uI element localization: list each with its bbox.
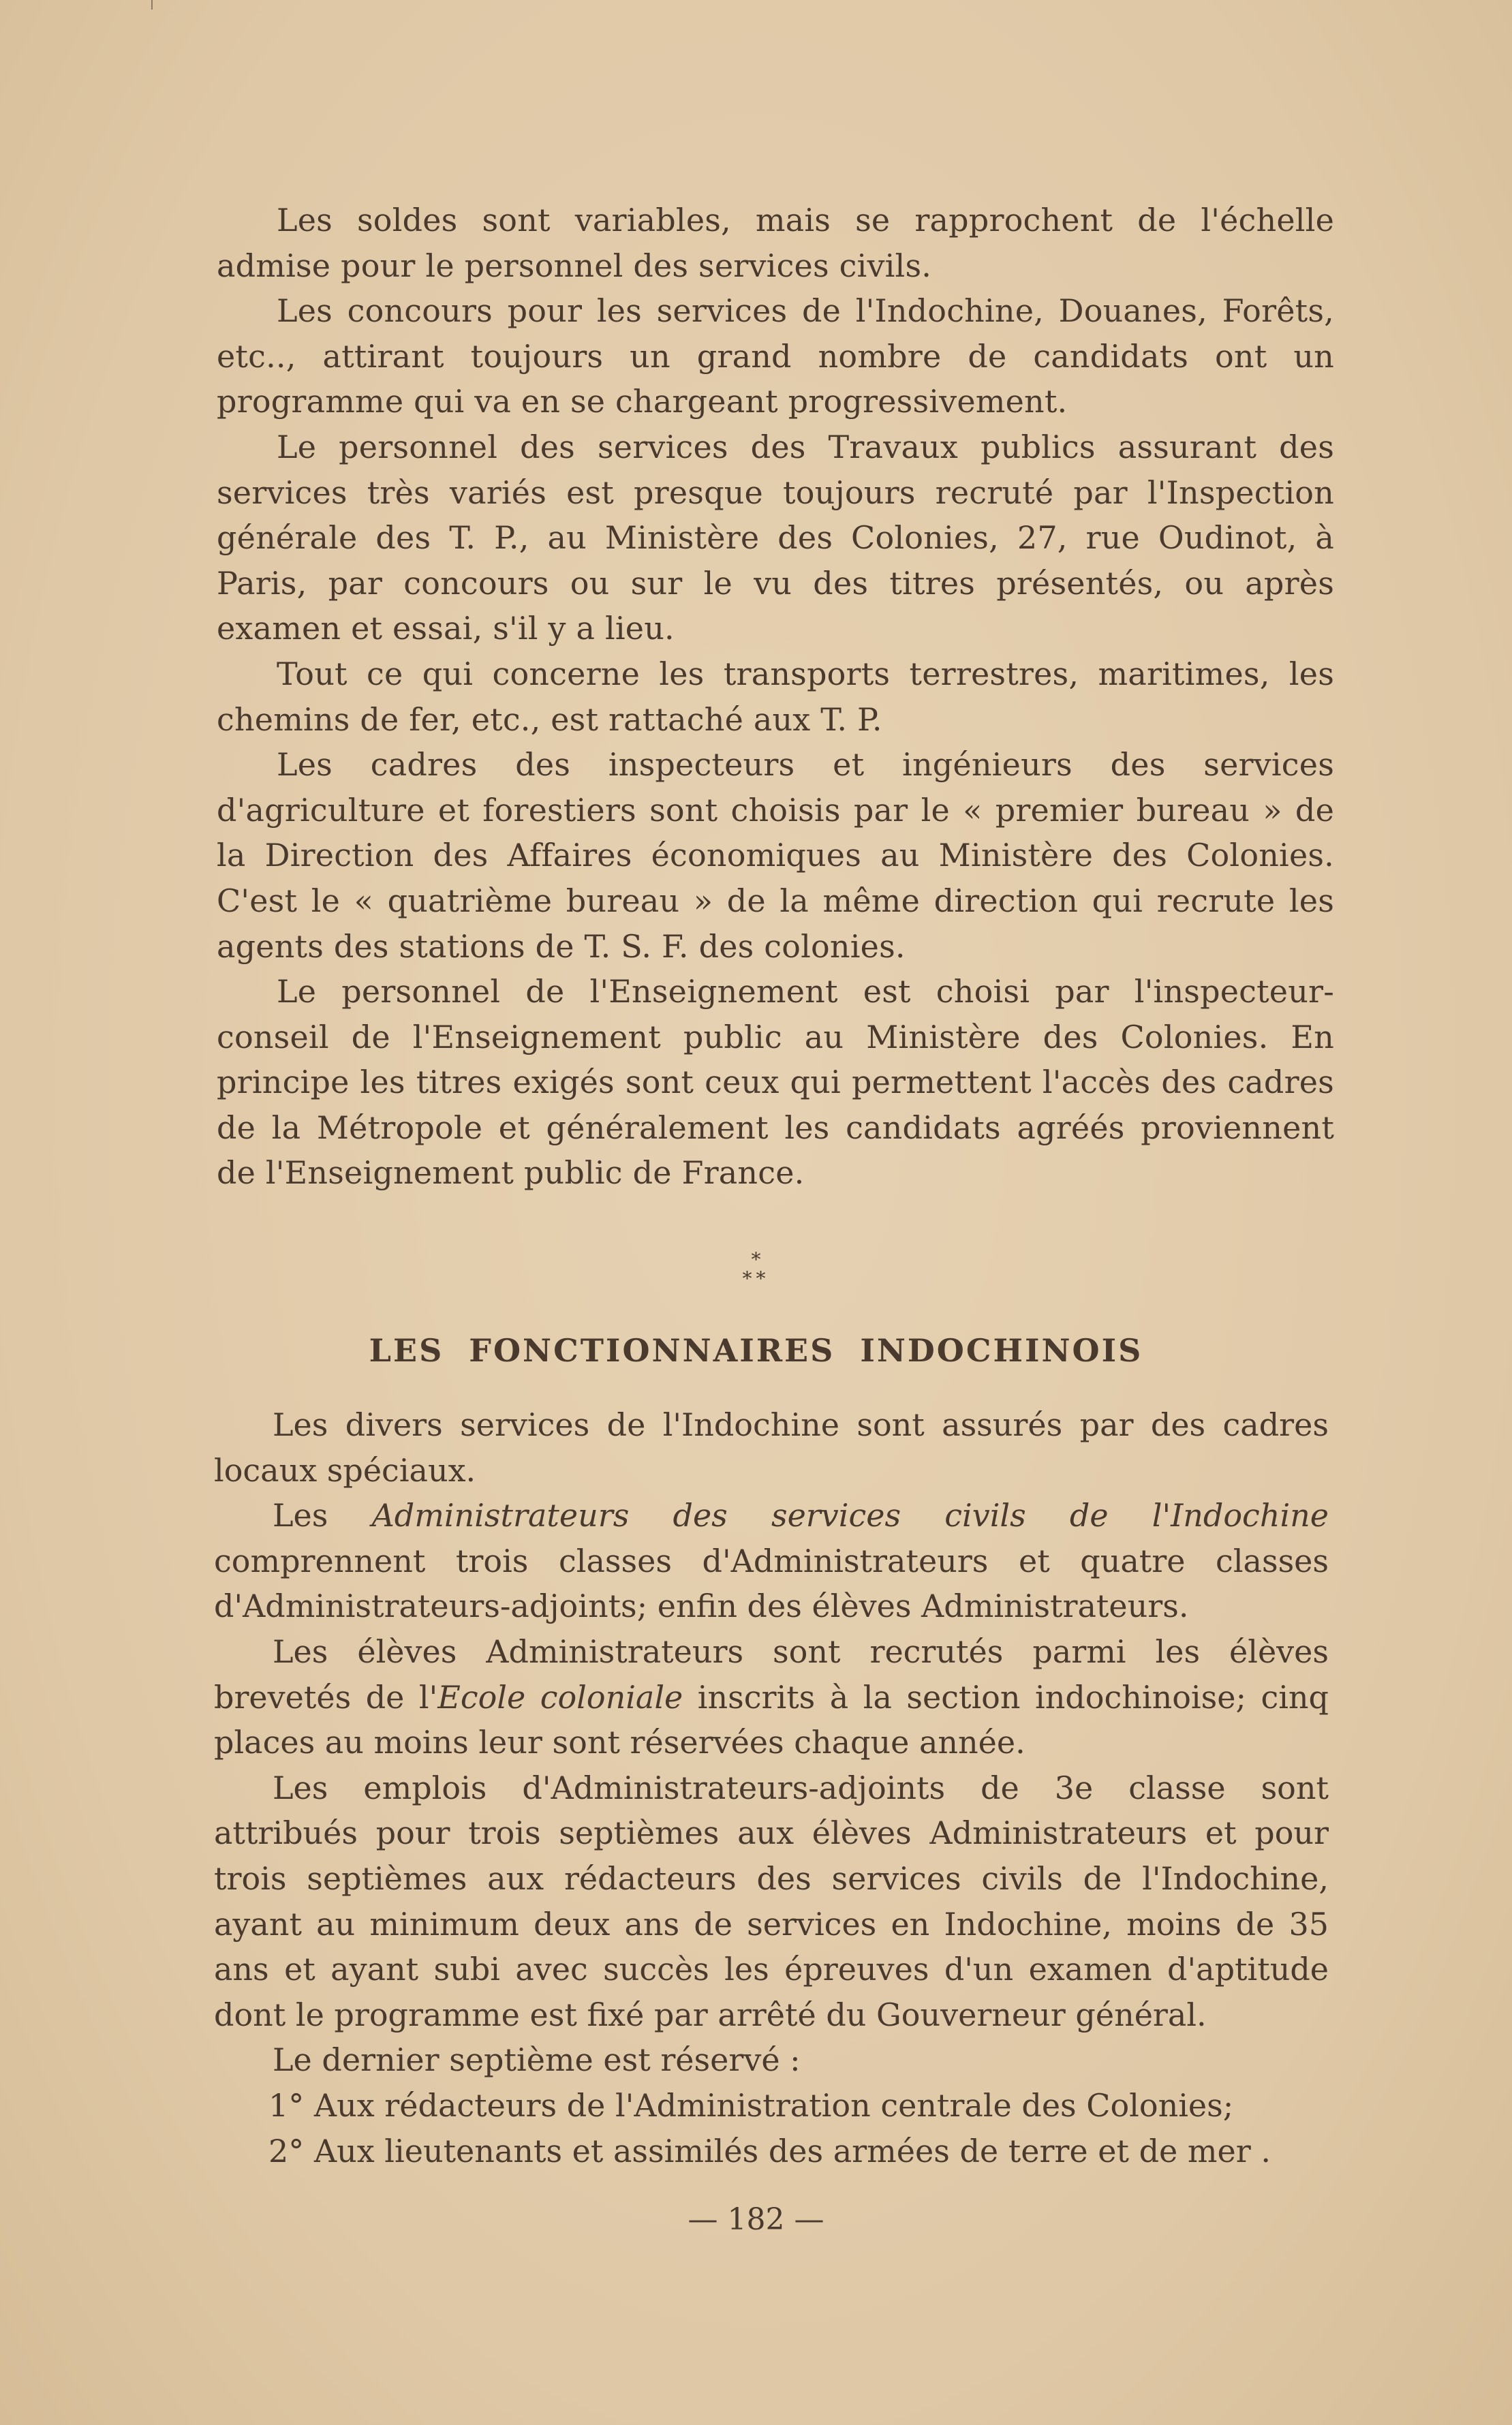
p3-rest: inscrits à la section indochinoise; cinq places au moins leur sont réservées chaque année. [214, 1678, 1329, 1761]
paragraph-emplois: Les emplois d'Administrateurs-adjoints de 3e classe sont attribués pour trois septièmes aux élèves Administrateurs et pour trois septièmes aux rédacteurs des services civils de l'Indochine, ayant au minimum deux ans de services en Indochine, moins de 35 ans et ayant subi avec succès les épreuves d'un examen d'aptitude dont le programme est fixé par arrêté du Gouverneur général. [214, 1769, 1329, 2033]
section-body [214, 1402, 1329, 2174]
paragraph-administrateurs [214, 1493, 1329, 1629]
list-item: 2° Aux lieutenants et assimilés des armées de terre et de mer . [268, 2132, 1271, 2169]
paragraph-travaux-publics: Le personnel des services des Travaux publics assurant des services très variés est presque toujours recruté par l'Inspection générale des T. P., au Ministère des Colonies, 27, rue Oudinot, à Paris, par concours ou sur le vu des titres présentés, ou après examen et essai, s'il y a lieu. [217, 428, 1334, 647]
page-body [217, 198, 1334, 1196]
asterism-separator [0, 1250, 1512, 1288]
asterism-top: * [751, 1248, 761, 1271]
p3-lead: Les élèves Administrateurs sont recrutés parmi les élèves brevetés de l' [214, 1633, 1329, 1716]
section-title: LES FONCTIONNAIRES INDOCHINOIS [369, 1332, 1143, 1369]
p2-rest: comprennent trois classes d'Administrateurs et quatre classes d'Administrateurs-adjoints; enfin des élèves Administrateurs. [214, 1542, 1329, 1625]
paragraph-enseignement: Le personnel de l'Enseignement est choisi par l'inspecteur-conseil de l'Enseignement public au Ministère des Colonies. En principe les titres exigés sont ceux qui permettent l'accès des cadres de la Métropole et généralement les candidats agréés proviennent de l'Enseignement public de France. [217, 973, 1334, 1192]
paragraph-eleves [214, 1629, 1329, 1765]
p2-italic: Administrateurs des services civils de l'Indochine [371, 1497, 1329, 1534]
paragraph-services-locaux: Les divers services de l'Indochine sont assurés par des cadres locaux spéciaux. [214, 1406, 1329, 1489]
p2-lead: Les [273, 1497, 372, 1534]
paragraph-dernier-septieme: Le dernier septième est réservé : [273, 2041, 801, 2079]
asterism-bottom: ** [742, 1267, 770, 1290]
paragraph-soldes: Les soldes sont variables, mais se rapprochent de l'échelle admise pour le personnel des services civils. [217, 202, 1334, 284]
list-item: 1° Aux rédacteurs de l'Administration centrale des Colonies; [268, 2086, 1234, 2124]
paragraph-concours: Les concours pour les services de l'Indochine, Douanes, Forêts, etc.., attirant toujours un grand nombre de candidats ont un programme qui va en se chargeant progressivement. [217, 292, 1334, 420]
paragraph-cadres-inspecteurs: Les cadres des inspecteurs et ingénieurs des services d'agriculture et forestiers sont choisis par le « premier bureau » de la Direction des Affaires économiques au Ministère des Colonies. C'est le « quatrième bureau » de la même direction qui recrute les agents des stations de T. S. F. des colonies. [217, 746, 1334, 965]
paragraph-transports: Tout ce qui concerne les transports terrestres, maritimes, les chemins de fer, etc., est rattaché aux T. P. [217, 655, 1334, 738]
page-number: — 182 — [688, 2202, 824, 2237]
top-margin-mark [151, 0, 153, 10]
p3-italic: Ecole coloniale [437, 1678, 683, 1716]
